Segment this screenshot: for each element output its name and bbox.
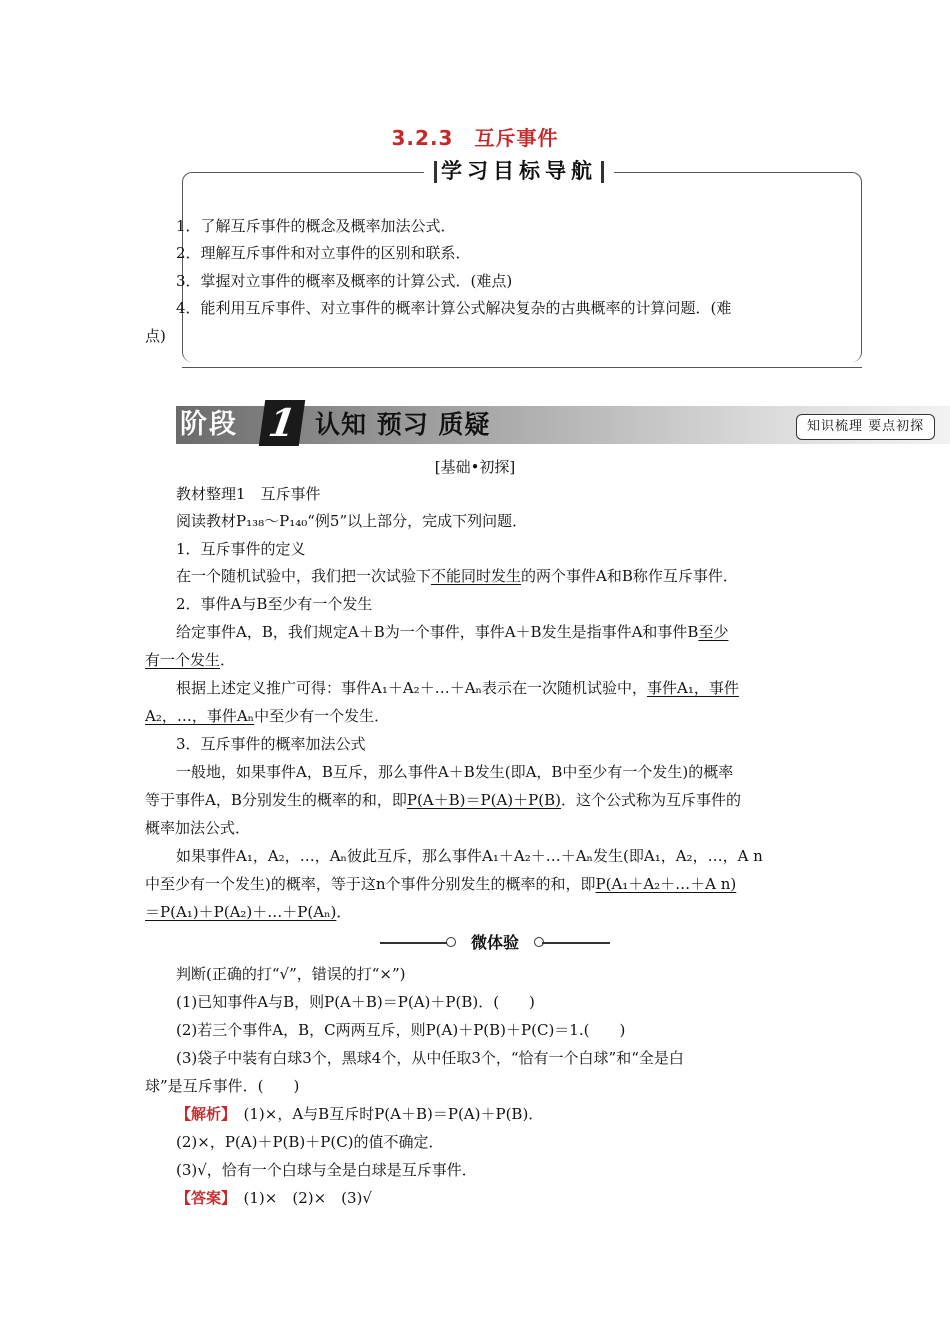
content-line: 一般地，如果事件A，B互斥，那么事件A＋B发生(即A，B中至少有一个发生)的概率 (176, 763, 734, 781)
content-line: 1．互斥事件的定义 (176, 540, 306, 558)
heading-bar-left (434, 161, 437, 183)
content-line: 2．事件A与B至少有一个发生 (176, 595, 373, 613)
analysis-3: (3)√，恰有一个白球与全是白球是互斥事件． (176, 1161, 477, 1179)
question-intro: 判断(正确的打“√”，错误的打“×”) (176, 965, 406, 983)
goal-item-1: 1．了解互斥事件的概念及概率加法公式． (176, 217, 456, 235)
content-line: 3．互斥事件的概率加法公式 (176, 735, 366, 753)
goal-item-3: 3．掌握对立事件的概率及概率的计算公式．(难点) (176, 272, 513, 290)
content-line: 中至少有一个发生)的概率，等于这n个事件分别发生的概率的和，即P(A₁＋A₂＋…＋A n) (145, 875, 737, 893)
content-line: A₂，…，事件Aₙ中至少有一个发生． (145, 707, 390, 725)
analysis-2: (2)×，P(A)＋P(B)＋P(C)的值不确定． (176, 1133, 444, 1151)
content-line: 在一个随机试验中，我们把一次试验下不能同时发生的两个事件A和B称作互斥事件． (176, 567, 738, 585)
micro-rule-right (542, 942, 610, 944)
content-line: 等于事件A，B分别发生的概率的和，即P(A＋B)＝P(A)＋P(B)．这个公式称为互斥事件的 (145, 791, 741, 809)
goal-item-2: 2．理解互斥事件和对立事件的区别和联系． (176, 244, 471, 262)
goals-box-bottom (182, 360, 862, 368)
content-line: 教材整理1 互斥事件 (176, 485, 321, 503)
answer-label: 【答案】 (176, 1189, 229, 1207)
micro-heading-text: 微体验 (470, 933, 519, 952)
content-line: 概率加法公式． (145, 819, 251, 837)
page-title: 3.2.3 互斥事件 (391, 126, 559, 150)
content-line: 阅读教材P₁₃₈～P₁₄₀“例5”以上部分，完成下列问题． (176, 512, 528, 530)
question-3-cont: 球”是互斥事件．( ) (145, 1077, 300, 1095)
stage-number: 1 (259, 400, 305, 446)
answer-line: 【答案】 (1)× (2)× (3)√ (176, 1189, 372, 1207)
question-1: (1)已知事件A与B，则P(A＋B)＝P(A)＋P(B)．( ) (176, 993, 535, 1011)
heading-bar-right (601, 161, 604, 183)
section-tag: [基础•初探] (434, 458, 516, 476)
analysis-label: 【解析】 (176, 1105, 229, 1123)
goals-heading (424, 156, 614, 186)
goal-item-4: 4．能利用互斥事件、对立事件的概率计算公式解决复杂的古典概率的计算问题．(难 (176, 299, 732, 317)
analysis-1: 【解析】 (1)×，A与B互斥时P(A＋B)＝P(A)＋P(B)． (176, 1105, 544, 1123)
micro-heading (380, 930, 610, 956)
stage-prefix: 阶段 (180, 409, 238, 440)
content-line: 根据上述定义推广可得：事件A₁＋A₂＋…＋Aₙ表示在一次随机试验中，事件A₁，事件 (176, 679, 739, 697)
question-3: (3)袋子中装有白球3个，黑球4个，从中任取3个，“恰有一个白球”和“全是白 (176, 1049, 684, 1067)
content-line: ＝P(A₁)＋P(A₂)＋…＋P(Aₙ)． (145, 903, 352, 921)
goals-heading-text: 学习目标导航 (441, 159, 597, 183)
goal-item-4-cont: 点) (145, 327, 166, 345)
content-line: 给定事件A，B，我们规定A＋B为一个事件，事件A＋B发生是指事件A和事件B至少 (176, 623, 729, 641)
stage-name: 认知 预习 质疑 (315, 410, 491, 439)
content-line: 如果事件A₁，A₂，…，Aₙ彼此互斥，那么事件A₁＋A₂＋…＋Aₙ发生(即A₁，A₂，…，A n (176, 847, 763, 865)
question-2: (2)若三个事件A，B，C两两互斥，则P(A)＋P(B)＋P(C)＝1.( ) (176, 1021, 626, 1039)
content-line: 有一个发生． (145, 651, 236, 669)
stage-tag: 知识梳理 要点初探 (796, 414, 935, 440)
